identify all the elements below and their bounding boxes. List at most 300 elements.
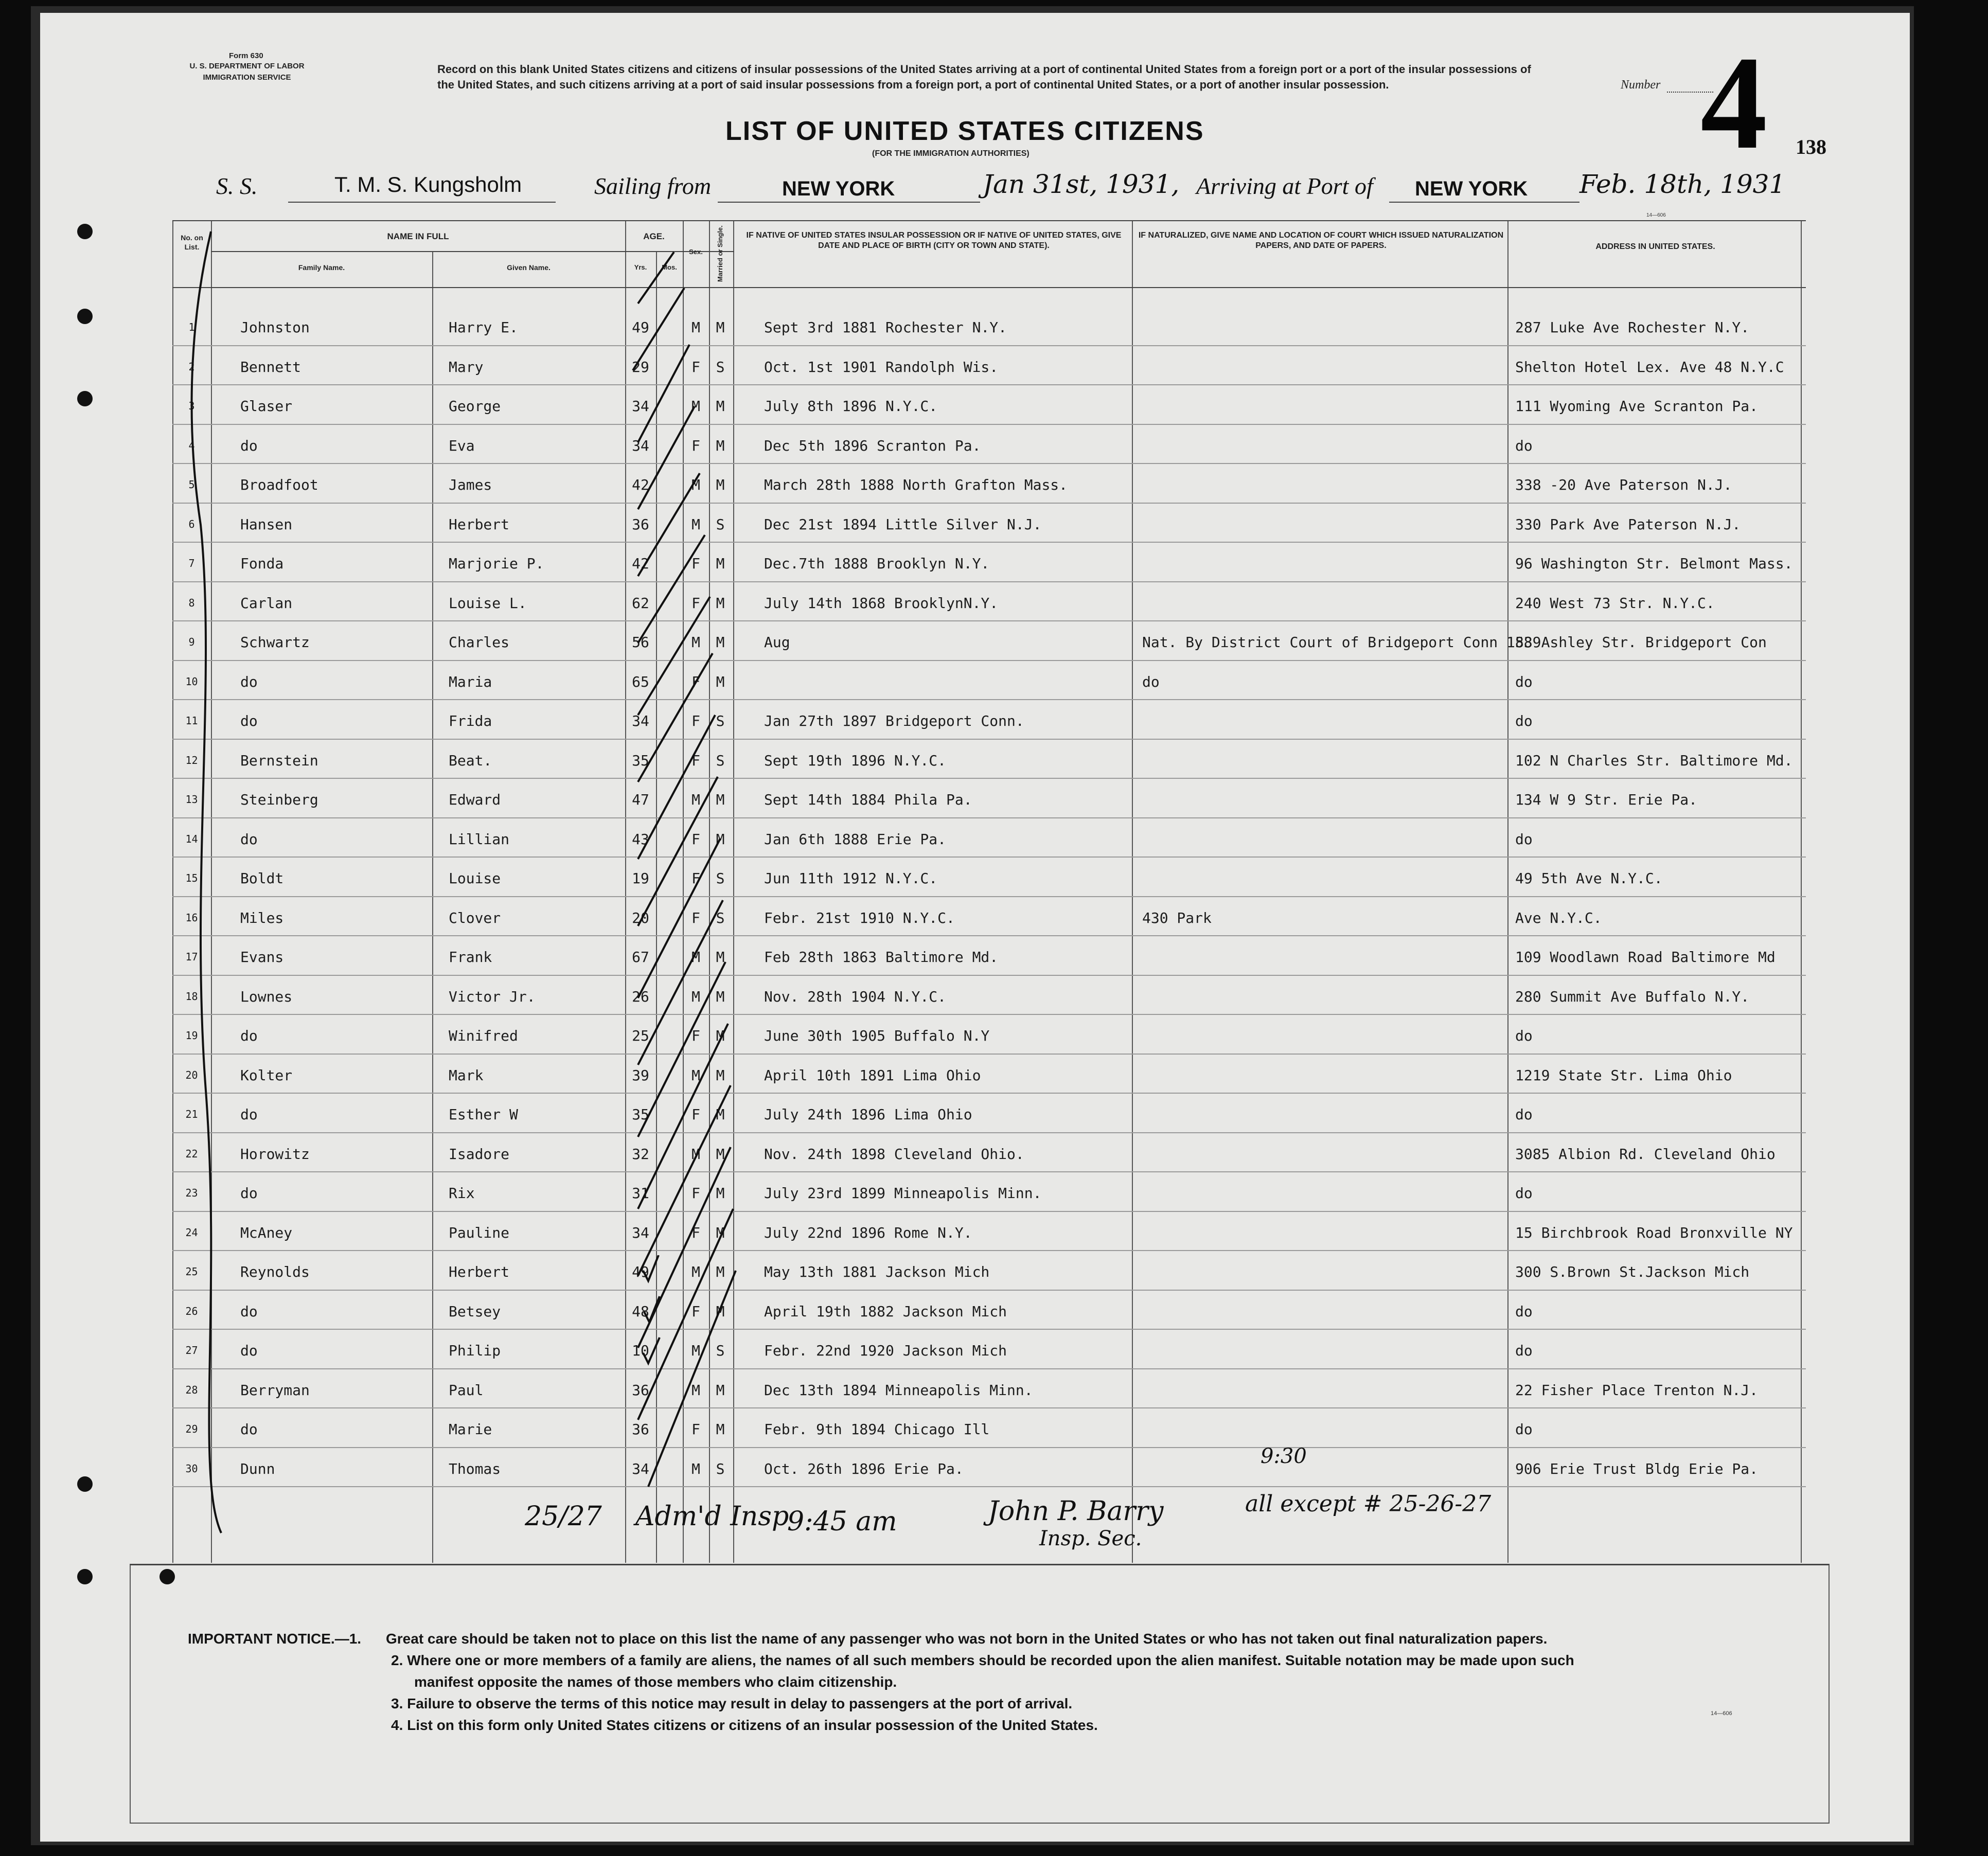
us-address: do <box>1515 1185 1533 1202</box>
age-years: 34 <box>632 712 649 729</box>
arriving-label: Arriving at Port of <box>1196 173 1373 199</box>
family-name: Kolter <box>240 1066 293 1084</box>
us-address: 906 Erie Trust Bldg Erie Pa. <box>1515 1460 1759 1477</box>
us-address: do <box>1515 437 1533 454</box>
birth-date-place: July 24th 1896 Lima Ohio <box>764 1106 972 1123</box>
handwritten-time-2: 9:30 <box>1261 1444 1307 1468</box>
row-rule <box>172 1329 1806 1330</box>
given-name: Pauline <box>449 1224 510 1241</box>
marital-status: M <box>716 1027 725 1044</box>
marital-status: M <box>716 437 725 454</box>
birth-date-place: Febr. 22nd 1920 Jackson Mich <box>764 1342 1007 1359</box>
sex: F <box>691 358 700 376</box>
us-address: 15 Birchbrook Road Bronxville NY <box>1515 1224 1793 1241</box>
header-top-rule <box>172 220 1806 221</box>
handwritten-count: 25/27 <box>525 1501 602 1532</box>
handwritten-inspector: John P. Barry <box>988 1496 1164 1527</box>
birth-date-place: Oct. 1st 1901 Randolph Wis. <box>764 358 999 376</box>
age-years: 65 <box>632 673 649 690</box>
given-name: Winifred <box>449 1027 518 1044</box>
table-row <box>172 622 1806 662</box>
age-years: 20 <box>632 909 649 926</box>
sex: M <box>691 988 700 1005</box>
birth-date-place: June 30th 1905 Buffalo N.Y <box>764 1027 990 1044</box>
birth-date-place: Dec 21st 1894 Little Silver N.J. <box>764 515 1042 533</box>
marital-status: S <box>716 909 725 926</box>
marital-status: M <box>716 673 725 690</box>
given-name: Louise <box>449 870 501 887</box>
row-number: 20 <box>185 1068 198 1081</box>
handwritten-inspector-title: Insp. Sec. <box>1039 1527 1142 1550</box>
marital-status: M <box>716 1421 725 1438</box>
us-address: do <box>1515 673 1533 690</box>
age-years: 19 <box>632 870 649 887</box>
row-rule <box>172 699 1806 700</box>
sex: M <box>691 1460 700 1477</box>
row-rule <box>172 1211 1806 1212</box>
table-row <box>172 977 1806 1016</box>
age-years: 39 <box>632 1066 649 1084</box>
us-address: do <box>1515 1027 1533 1044</box>
birth-date-place: Feb 28th 1863 Baltimore Md. <box>764 949 999 966</box>
sex: M <box>691 1342 700 1359</box>
naturalization: Nat. By District Court of Bridgeport Conn 1889 <box>1142 634 1541 651</box>
printer-note: 14—606 <box>1646 212 1666 218</box>
page-title: LIST OF UNITED STATES CITIZENS <box>725 116 1204 146</box>
marital-status: M <box>716 398 725 415</box>
row-number: 3 <box>188 400 195 412</box>
row-rule <box>172 503 1806 504</box>
family-name: do <box>240 1302 258 1320</box>
row-rule <box>172 1486 1806 1487</box>
marital-status: M <box>716 988 725 1005</box>
marital-status: S <box>716 515 725 533</box>
age-years: 34 <box>632 398 649 415</box>
birth-date-place: July 8th 1896 N.Y.C. <box>764 398 938 415</box>
row-number: 4 <box>188 439 195 452</box>
sex: M <box>691 476 700 493</box>
given-name: Lillian <box>449 830 510 848</box>
row-number: 22 <box>185 1147 198 1160</box>
given-name: Frida <box>449 712 492 729</box>
us-address: 134 W 9 Str. Erie Pa. <box>1515 791 1698 808</box>
table-row <box>172 1056 1806 1095</box>
sex: F <box>691 555 700 572</box>
row-number: 23 <box>185 1187 198 1199</box>
table-row <box>172 937 1806 976</box>
age-years: 47 <box>632 791 649 808</box>
table-row <box>172 1331 1806 1370</box>
inspector-checkmarks <box>607 242 761 1528</box>
marital-status: M <box>716 476 725 493</box>
handwritten-admitted: Adm'd Insp <box>635 1501 789 1532</box>
row-number: 24 <box>185 1226 198 1239</box>
row-rule <box>172 1250 1806 1251</box>
row-number: 2 <box>188 360 195 373</box>
row-number: 1 <box>188 321 195 333</box>
age-years: 32 <box>632 1145 649 1163</box>
us-address: 280 Summit Ave Buffalo N.Y. <box>1515 988 1750 1005</box>
birth-date-place: July 22nd 1896 Rome N.Y. <box>764 1224 972 1241</box>
family-name: Boldt <box>240 870 284 887</box>
age-years: 62 <box>632 594 649 612</box>
row-rule <box>172 1132 1806 1133</box>
us-address: Ave N.Y.C. <box>1515 909 1602 926</box>
age-years: 34 <box>632 1460 649 1477</box>
family-name: Johnston <box>240 319 310 336</box>
us-address: 338 -20 Ave Paterson N.J. <box>1515 476 1732 493</box>
family-name: do <box>240 1027 258 1044</box>
table-row <box>172 1292 1806 1331</box>
age-years: 29 <box>632 358 649 376</box>
row-number: 16 <box>185 911 198 924</box>
table-row <box>172 386 1806 425</box>
us-address: 300 S.Brown St.Jackson Mich <box>1515 1263 1750 1280</box>
sex: M <box>691 319 700 336</box>
row-rule <box>172 975 1806 976</box>
table-row <box>172 780 1806 819</box>
table-row <box>172 347 1806 386</box>
marital-status: M <box>716 319 725 336</box>
us-address: do <box>1515 1302 1533 1320</box>
row-number: 10 <box>185 675 198 688</box>
sailing-label: Sailing from <box>594 173 712 199</box>
header-birth: IF NATIVE OF UNITED STATES INSULAR POSSESSION OR IF NATIVE OF UNITED STATES, GIVE DATE AND PLACE OF BIRTH (CITY OR TOWN AND STATE). <box>746 231 1122 250</box>
birth-date-place: April 10th 1891 Lima Ohio <box>764 1066 981 1084</box>
age-years: 35 <box>632 752 649 769</box>
family-name: McAney <box>240 1224 293 1241</box>
table-row <box>172 1213 1806 1252</box>
row-number: 17 <box>185 951 198 963</box>
row-number: 18 <box>185 990 198 1003</box>
arrival-date: Feb. 18th, 1931 <box>1579 169 1786 199</box>
given-name: Esther W <box>449 1106 518 1123</box>
us-address: do <box>1515 712 1533 729</box>
row-number: 29 <box>185 1423 198 1435</box>
table-row <box>172 1252 1806 1291</box>
marital-status: M <box>716 1145 725 1163</box>
row-rule <box>172 778 1806 779</box>
marital-status: M <box>716 1263 725 1280</box>
us-address: 1219 State Str. Lima Ohio <box>1515 1066 1732 1084</box>
family-name: Schwartz <box>240 634 310 651</box>
row-number: 15 <box>185 872 198 884</box>
row-number: 7 <box>188 557 195 569</box>
table-row <box>172 859 1806 898</box>
row-rule <box>172 1093 1806 1094</box>
age-years: 43 <box>632 830 649 848</box>
row-rule <box>172 1014 1806 1015</box>
us-address: 111 Wyoming Ave Scranton Pa. <box>1515 398 1759 415</box>
sex: F <box>691 870 700 887</box>
arrival-port: NEW YORK <box>1415 177 1528 200</box>
header-age: AGE. <box>643 231 665 241</box>
birth-date-place: Aug <box>764 634 790 651</box>
row-rule <box>172 1171 1806 1172</box>
handwritten-exception-note: all except # 25-26-27 <box>1245 1491 1492 1517</box>
marital-status: M <box>716 791 725 808</box>
sex: M <box>691 1145 700 1163</box>
row-rule <box>172 1368 1806 1369</box>
birth-date-place: March 28th 1888 North Grafton Mass. <box>764 476 1068 493</box>
family-name: Miles <box>240 909 284 926</box>
row-rule <box>172 856 1806 858</box>
punch-hole <box>77 224 93 239</box>
row-rule <box>172 935 1806 936</box>
family-name: Hansen <box>240 515 293 533</box>
marital-status: M <box>716 555 725 572</box>
given-name: Victor Jr. <box>449 988 536 1005</box>
marital-status: M <box>716 1106 725 1123</box>
marital-status: M <box>716 634 725 651</box>
sex: M <box>691 1263 700 1280</box>
row-rule <box>172 581 1806 582</box>
birth-date-place: Sept 3rd 1881 Rochester N.Y. <box>764 319 1007 336</box>
marital-status: M <box>716 1381 725 1399</box>
row-number: 13 <box>185 793 198 806</box>
row-number: 21 <box>185 1108 198 1120</box>
us-address: 96 Washington Str. Belmont Mass. <box>1515 555 1793 572</box>
birth-date-place: April 19th 1882 Jackson Mich <box>764 1302 1007 1320</box>
birth-date-place: Nov. 28th 1904 N.Y.C. <box>764 988 947 1005</box>
table-row <box>172 741 1806 780</box>
sex: F <box>691 1027 700 1044</box>
form-instructions: Record on this blank United States citizens and citizens of insular possessions of the United States arriving at a port of continental United States from a foreign port or a port of the insular possessions of the United States, and such citizens arriving at a port of said insular possessions from a foreign port, a port of continental United States, or a port of another insular possession. <box>437 63 1531 91</box>
family-name: Lownes <box>240 988 293 1005</box>
table-row <box>172 1449 1806 1488</box>
given-name: Philip <box>449 1342 501 1359</box>
ship-line <box>288 202 556 203</box>
header-name-in-full: NAME IN FULL <box>387 231 449 241</box>
family-name: Steinberg <box>240 791 318 808</box>
row-number: 28 <box>185 1383 198 1396</box>
row-rule <box>172 1447 1806 1448</box>
to-line <box>1389 202 1579 203</box>
row-number: 30 <box>185 1462 198 1475</box>
table-row <box>172 1173 1806 1212</box>
age-years: 31 <box>632 1185 649 1202</box>
punch-hole <box>77 309 93 324</box>
table-row <box>172 1134 1806 1173</box>
given-name: Marjorie P. <box>449 555 544 572</box>
marital-status: S <box>716 1460 725 1477</box>
naturalization: 430 Park <box>1142 909 1212 926</box>
row-number: 14 <box>185 832 198 845</box>
department-name: U. S. DEPARTMENT OF LABOR <box>189 62 305 70</box>
sex: F <box>691 712 700 729</box>
notice-item-2: 2. Where one or more members of a family are aliens, the names of all such members should be recorded upon the alien manifest. Suitable notation may be made upon such <box>391 1652 1574 1668</box>
age-years: 25 <box>632 1027 649 1044</box>
stamped-page-number: 138 <box>1796 135 1826 158</box>
age-years: 49 <box>632 319 649 336</box>
header-sex: Sex. <box>689 248 703 256</box>
page-subtitle: (FOR THE IMMIGRATION AUTHORITIES) <box>872 149 1030 158</box>
family-name: do <box>240 1106 258 1123</box>
family-name: do <box>240 1185 258 1202</box>
handwritten-time: 9:45 am <box>787 1506 897 1537</box>
table-row <box>172 898 1806 937</box>
notice-item-1: Great care should be taken not to place on this list the name of any passenger who was not born in the United States or who has not taken out final naturalization papers. <box>386 1631 1548 1647</box>
table-row <box>172 583 1806 622</box>
header-family-name: Family Name. <box>298 263 345 272</box>
row-rule <box>172 1290 1806 1291</box>
sex: F <box>691 752 700 769</box>
table-row <box>172 544 1806 583</box>
given-name: George <box>449 398 501 415</box>
family-name: Horowitz <box>240 1145 310 1163</box>
given-name: Maria <box>449 673 492 690</box>
given-name: Beat. <box>449 752 492 769</box>
age-years: 34 <box>632 437 649 454</box>
us-address: 102 N Charles Str. Baltimore Md. <box>1515 752 1793 769</box>
given-name: Edward <box>449 791 501 808</box>
family-name: do <box>240 673 258 690</box>
age-years: 49 <box>632 1263 649 1280</box>
table-row <box>172 819 1806 859</box>
marital-status: M <box>716 1185 725 1202</box>
birth-date-place: Dec.7th 1888 Brooklyn N.Y. <box>764 555 990 572</box>
punch-hole <box>77 1476 93 1492</box>
marital-status: S <box>716 712 725 729</box>
header-no: No. on List. <box>181 234 203 251</box>
birth-date-place: Nov. 24th 1898 Cleveland Ohio. <box>764 1145 1024 1163</box>
age-years: 36 <box>632 515 649 533</box>
marital-status: S <box>716 870 725 887</box>
sex: F <box>691 1224 700 1241</box>
us-address: do <box>1515 1342 1533 1359</box>
marital-status: S <box>716 358 725 376</box>
age-years: 34 <box>632 1224 649 1241</box>
sex: M <box>691 1381 700 1399</box>
family-name: do <box>240 437 258 454</box>
row-rule <box>172 739 1806 740</box>
row-number: 12 <box>185 754 198 766</box>
ss-label: S. S. <box>216 173 258 199</box>
marital-status: M <box>716 1224 725 1241</box>
table-row <box>172 426 1806 465</box>
birth-date-place: July 14th 1868 BrooklynN.Y. <box>764 594 999 612</box>
notice-item-4: 4. List on this form only United States citizens or citizens of an insular possession of the United States. <box>391 1717 1098 1733</box>
row-number: 6 <box>188 517 195 530</box>
family-name: do <box>240 1421 258 1438</box>
given-name: James <box>449 476 492 493</box>
table-row <box>172 465 1806 504</box>
us-address: 22 Fisher Place Trenton N.J. <box>1515 1381 1759 1399</box>
table-row <box>172 1370 1806 1409</box>
birth-date-place: Sept 19th 1896 N.Y.C. <box>764 752 947 769</box>
table-row <box>172 701 1806 740</box>
row-rule <box>172 620 1806 621</box>
marital-status: M <box>716 949 725 966</box>
family-name: Glaser <box>240 398 293 415</box>
family-name: Bernstein <box>240 752 318 769</box>
given-name: Clover <box>449 909 501 926</box>
family-name: Carlan <box>240 594 293 612</box>
given-name: Herbert <box>449 515 510 533</box>
sailing-date: Jan 31st, 1931, <box>983 169 1180 199</box>
sex: F <box>691 1185 700 1202</box>
sex: M <box>691 791 700 808</box>
marital-status: M <box>716 1302 725 1320</box>
list-number: 4 <box>1700 29 1767 177</box>
from-line <box>718 202 980 203</box>
family-name: do <box>240 1342 258 1359</box>
row-number: 27 <box>185 1344 198 1357</box>
birth-date-place: Dec 13th 1894 Minneapolis Minn. <box>764 1381 1033 1399</box>
naturalization: do <box>1142 673 1160 690</box>
header-given-name: Given Name. <box>507 263 551 272</box>
form-code: 14—606 <box>1711 1710 1732 1717</box>
family-name: do <box>240 830 258 848</box>
table-row <box>172 1095 1806 1134</box>
family-name: Dunn <box>240 1460 275 1477</box>
sex: M <box>691 515 700 533</box>
row-rule <box>172 1407 1806 1408</box>
service-name: IMMIGRATION SERVICE <box>203 73 291 82</box>
birth-date-place: Sept 14th 1884 Phila Pa. <box>764 791 972 808</box>
age-years: 42 <box>632 476 649 493</box>
department-block <box>103 61 391 83</box>
row-rule <box>172 817 1806 818</box>
birth-date-place: Jun 11th 1912 N.Y.C. <box>764 870 938 887</box>
sex: M <box>691 1066 700 1084</box>
number-label: Number <box>1621 78 1661 92</box>
row-rule <box>172 424 1806 425</box>
sex: F <box>691 673 700 690</box>
sex: F <box>691 594 700 612</box>
header-bottom-rule <box>172 287 1806 288</box>
given-name: Paul <box>449 1381 484 1399</box>
family-name: do <box>240 712 258 729</box>
age-years: 67 <box>632 949 649 966</box>
us-address: 49 5th Ave N.Y.C. <box>1515 870 1663 887</box>
given-name: Mary <box>449 358 484 376</box>
us-address: do <box>1515 1421 1533 1438</box>
family-name: Reynolds <box>240 1263 310 1280</box>
family-name: Bennett <box>240 358 301 376</box>
sex: F <box>691 830 700 848</box>
row-rule <box>172 345 1806 346</box>
family-name: Evans <box>240 949 284 966</box>
given-name: Thomas <box>449 1460 501 1477</box>
given-name: Charles <box>449 634 510 651</box>
us-address: do <box>1515 830 1533 848</box>
birth-date-place: Jan 27th 1897 Bridgeport Conn. <box>764 712 1024 729</box>
given-name: Marie <box>449 1421 492 1438</box>
sex: F <box>691 1421 700 1438</box>
age-years: 56 <box>632 634 649 651</box>
us-address: 330 Park Ave Paterson N.J. <box>1515 515 1741 533</box>
marital-status: S <box>716 752 725 769</box>
row-number: 11 <box>185 715 198 727</box>
row-number: 9 <box>188 636 195 648</box>
header-years: Yrs. <box>634 263 647 271</box>
voyage-line <box>216 169 1837 208</box>
header-address: ADDRESS IN UNITED STATES. <box>1595 242 1715 251</box>
given-name: Rix <box>449 1185 475 1202</box>
birth-date-place: May 13th 1881 Jackson Mich <box>764 1263 990 1280</box>
us-address: 287 Luke Ave Rochester N.Y. <box>1515 319 1750 336</box>
birth-date-place: July 23rd 1899 Minneapolis Minn. <box>764 1185 1042 1202</box>
notice-item-2-cont: manifest opposite the names of those members who claim citizenship. <box>414 1674 897 1690</box>
row-number: 26 <box>185 1305 198 1317</box>
notice-heading: IMPORTANT NOTICE.—1. <box>188 1631 362 1647</box>
given-name: Frank <box>449 949 492 966</box>
given-name: Harry E. <box>449 319 518 336</box>
age-years: 48 <box>632 1302 649 1320</box>
sex: M <box>691 949 700 966</box>
us-address: 240 West 73 Str. N.Y.C. <box>1515 594 1715 612</box>
